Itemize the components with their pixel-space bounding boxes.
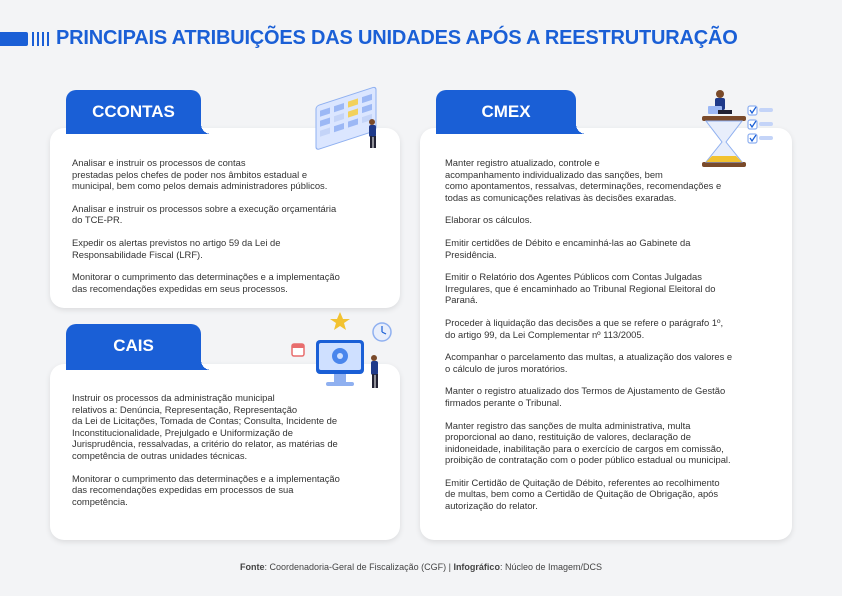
cmex-item: Acompanhar o parcelamento das multas, a atualização dos valores e o cálculo de juros moratórios. xyxy=(445,351,733,374)
title-decoration xyxy=(0,30,50,48)
ccontas-item: Analisar e instruir os processos sobre a execução orçamentária do TCE-PR. xyxy=(72,202,337,226)
page-title: PRINCIPAIS ATRIBUIÇÕES DAS UNIDADES APÓS A REESTRUTURAÇÃO xyxy=(56,27,738,49)
ccontas-item: Monitorar o cumprimento das determinações e a implementação das recomendações expedidas em seus processos. xyxy=(72,271,340,294)
cmex-list xyxy=(445,157,787,523)
footer-source-text: : Coordenadoria-Geral de Fiscalização (CGF) | xyxy=(264,562,454,572)
cmex-item: Manter o registro atualizado dos Termos de Ajustamento de Gestão firmados perante o Tribunal. xyxy=(445,385,726,408)
cmex-item: Emitir o Relatório dos Agentes Públicos com Contas Julgadas Irregulares, que é encaminhado ao Tribunal Regional Eleitoral do Paraná. xyxy=(445,271,716,306)
cmex-tab: CMEX xyxy=(436,90,576,134)
cmex-item: Proceder à liquidação das decisões a que se refere o parágrafo 1º, do artigo 99, da Lei Complementar nº 113/2005. xyxy=(445,316,724,340)
cmex-item: Manter registro das sanções de multa administrativa, multa proporcional ao dano, restituição de valores, declaração de inidoneidade, inabilitação para o exercício de cargos em comissão, proibição de contratação com o poder público estadual ou municipal. xyxy=(445,419,731,466)
ccontas-tab: CCONTAS xyxy=(66,90,201,134)
cais-list xyxy=(72,392,392,518)
monitor-gear-illustration xyxy=(288,310,398,400)
ccontas-list xyxy=(72,157,392,305)
cais-tab: CAIS xyxy=(66,324,201,370)
footer-source-label: Fonte xyxy=(240,562,265,572)
footer-infographic-label: Infográfico xyxy=(453,562,500,572)
dashboard-illustration xyxy=(310,70,390,150)
hourglass-illustration xyxy=(690,86,780,172)
footer-infographic-text: : Núcleo de Imagem/DCS xyxy=(499,562,602,572)
cmex-item: Emitir Certidão de Quitação de Débito, referentes ao recolhimento de multas, bem como a Certidão de Quitação de Obrigação, após autorização do relator. xyxy=(445,476,720,512)
footer-credits xyxy=(0,562,842,572)
ccontas-item: Expedir os alertas previstos no artigo 59 da Lei de Responsabilidade Fiscal (LRF). xyxy=(72,236,281,260)
cmex-item: Emitir certidões de Débito e encaminhá-las ao Gabinete da Presidência. xyxy=(445,236,691,260)
cais-item: Monitorar o cumprimento das determinações e a implementação das recomendações expedidas em processos de sua competência. xyxy=(72,472,340,507)
ccontas-item: Analisar e instruir os processos de contas prestadas pelos chefes de poder nos âmbitos estadual e municipal, bem como pelos demais administradores públicos. xyxy=(72,157,328,192)
cais-item: Instruir os processos da administração municipal relativos a: Denúncia, Representação, Representação da Lei de Licitações, Tomada de Contas; Consulta, Incidente de Inconstitucionalidade, Prejulgado e Uniformização de Jurisprudência, ressalvadas, a critério do relator, as matérias de competência de outras unidades técnicas. xyxy=(72,392,338,461)
cmex-item: Manter registro atualizado, controle e acompanhamento individualizado das sanções, bem como apontamentos, ressalvas, determinações, recomendações e todas as comunicações relativas às decisões exaradas. xyxy=(445,157,722,203)
cmex-item: Elaborar os cálculos. xyxy=(445,214,533,226)
